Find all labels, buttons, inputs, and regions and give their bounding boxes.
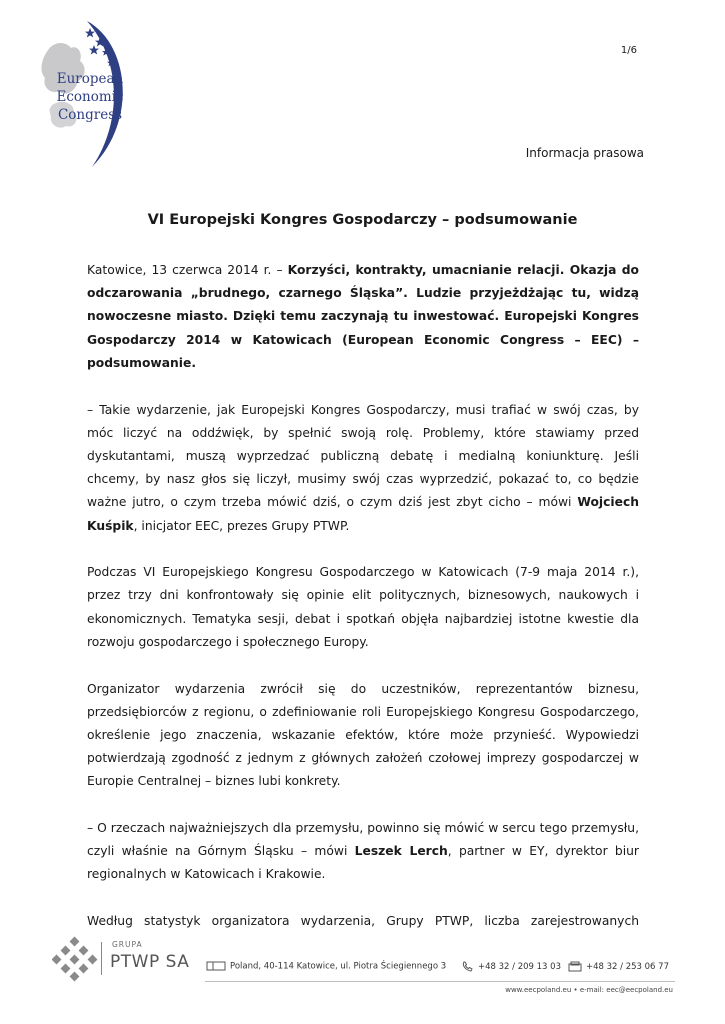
quote2-text: – O rzeczach najważniejszych dla przemysłu, powinno się mówić w sercu tego przemysłu, czyli właśnie na Górnym Śląsku – mówi [87,821,639,859]
quote2-role: , partner w EY, dyrektor biur regionalnych w Katowicach i Krakowie. [87,844,639,882]
page-title: VI Europejski Kongres Gospodarczy – podsumowanie [147,212,578,228]
footer-phone [462,961,561,972]
footer-divider [205,981,675,982]
brand-group-label: GRUPA [112,940,143,949]
quote-paragraph-2 [87,817,639,887]
footer-address-text: Poland, 40-114 Katowice, ul. Piotra Ściegiennego 3 [230,961,447,972]
footer-web-email: www.eecpoland.eu • e-mail: eec@eecpoland.eu [505,986,673,994]
lead-paragraph [87,259,639,375]
logo-line-3: Congress [57,107,123,123]
paragraph-2: Podczas VI Europejskiego Kongresu Gospodarczego w Katowicach (7-9 maja 2014 r.), przez trzy dni konfrontowały się opinie elit politycznych, biznesowych, naukowych i ekonomicznych. Tematyka sesji, debat i spotkań objęła najbardziej istotne kwestie dla rozwoju gospodarczego i społecznego Europy. [87,565,639,649]
eec-logo-text [50,70,130,124]
footer-phone-text: +48 32 / 209 13 03 [478,962,561,972]
quote1-role: , inicjator EEC, prezes Grupy PTWP. [133,518,350,533]
phone-icon [462,961,474,972]
lead-bold: Korzyści, kontrakty, umacnianie relacji. Okazja do odczarowania „brudnego, czarnego Śląska”. Ludzie przyjeżdżając tu, widzą nowoczesne miasto. Dzięki temu zaczynają tu inwestować. Europejski Kongres Gospodarczy 2014 w Katowicach (European Economic Congress – EEC) – podsumowanie. [87,263,639,370]
article-body [87,259,639,957]
building-icon [206,961,226,971]
page-number: 1/6 [620,45,637,56]
paragraph-3: Organizator wydarzenia zwrócił się do uczestników, reprezentantów biznesu, przedsiębiorców z regionu, o zdefiniowanie roli Europejskiego Kongresu Gospodarczego, określenie jego znaczenia, wskazanie efektów, które może przynieść. Wypowiedzi potwierdzają zgodność z jednym z głównych założeń czołowej imprezy gospodarczej w Europie Centralnej – biznes lubi konkrety. [87,681,639,789]
quote1-speaker: Wojciech Kuśpik [87,495,639,533]
logo-line-2: Economic [56,89,124,105]
brand-divider [101,942,102,975]
lead-intro: Katowice, 13 czerwca 2014 r. – [87,263,288,277]
footer-address [206,961,446,972]
brand-name: PTWP SA [110,952,190,972]
logo-line-1: European [56,71,124,87]
quote1-text: – Takie wydarzenie, jak Europejski Kongres Gospodarczy, musi trafiać w swój czas, by móc liczyć na oddźwięk, by spełnić swoją rolę. Problemy, które stawiamy przed dyskutantami, muszą wyprzedzać publiczną debatę i medialną koniunkturę. Jeśli chcemy, by nasz głos się liczył, musimy swój czas wyprzedzić, pokazać to, co będzie ważne jutro, o czym trzeba mówić dziś, o czym dziś jest zbyt cicho – mówi [87,402,639,510]
footer-fax [568,961,669,972]
quote-paragraph-1 [87,399,639,538]
paragraph-4: Według statystyk organizatora wydarzenia, Grupy PTWP, liczba zarejestrowanych [87,914,639,929]
document-type: Informacja prasowa [525,146,644,160]
fax-icon [568,961,582,972]
footer-fax-text: +48 32 / 253 06 77 [586,962,669,972]
ptwp-logo-icon [52,936,98,982]
quote2-speaker: Leszek Lerch [354,844,448,859]
